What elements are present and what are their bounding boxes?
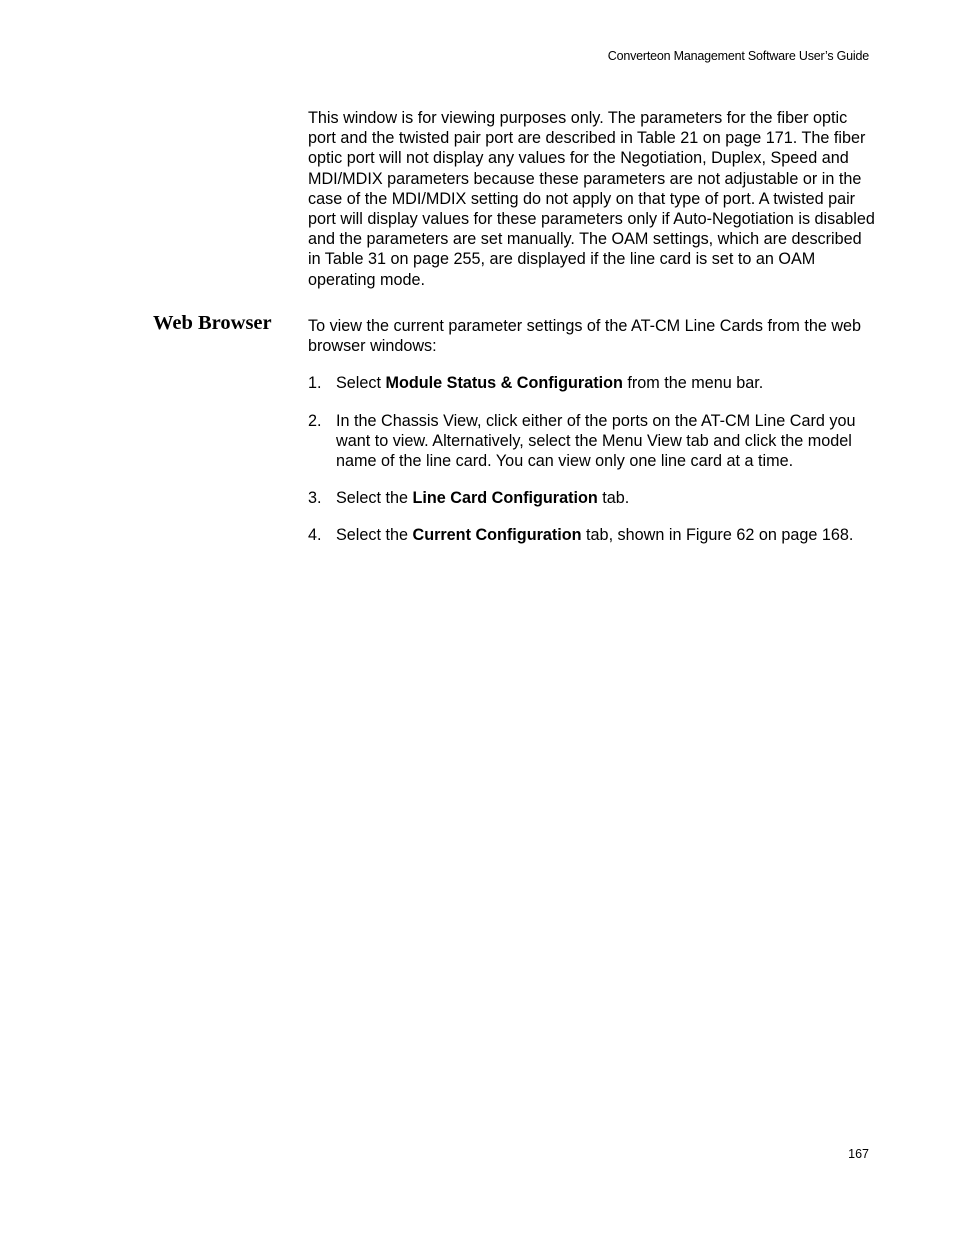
step-item xyxy=(308,411,878,472)
section-heading: Web Browser xyxy=(153,312,272,334)
step-text-bold: Module Status & Configuration xyxy=(385,374,623,393)
step-text-post: from the menu bar. xyxy=(622,374,764,393)
step-text xyxy=(336,411,878,472)
step-number: 4. xyxy=(308,526,322,545)
step-text-post: tab. xyxy=(597,489,630,508)
step-text-pre: Select the xyxy=(336,489,413,508)
step-text-post: tab, shown in Figure 62 on page 168. xyxy=(581,526,854,545)
step-text xyxy=(336,373,878,393)
step-item xyxy=(308,373,878,393)
section-body xyxy=(308,316,878,563)
step-text-pre: Select xyxy=(336,374,386,393)
step-number: 3. xyxy=(308,489,322,508)
step-item xyxy=(308,525,878,545)
step-text-bold: Current Configuration xyxy=(412,526,582,545)
step-number: 1. xyxy=(308,374,322,393)
step-text xyxy=(336,525,878,545)
step-text xyxy=(336,488,878,508)
step-text-bold: Line Card Configuration xyxy=(412,489,598,508)
step-item xyxy=(308,488,878,508)
step-number: 2. xyxy=(308,411,322,430)
step-text-pre: In the Chassis View, click either of the ports on the AT-CM Line Card you want to view. Alternatively, select the Menu View tab and click the model name of the line card. You can view only one line card at a time. xyxy=(336,411,856,471)
running-header: Converteon Management Software User’s Guide xyxy=(607,49,869,63)
intro-paragraph: This window is for viewing purposes only. The parameters for the fiber optic port and the twisted pair port are described in Table 21 on page 171. The fiber optic port will not display any values for the Negotiation, Duplex, Speed and MDI/MDIX parameters because these parameters are not adjustable or in the case of the MDI/MDIX setting do not apply on that type of port. A twisted pair port will display values for these parameters only if Auto-Negotiation is disabled and the parameters are set manually. The OAM settings, which are described in Table 31 on page 255, are displayed if the line card is set to an OAM operating mode. xyxy=(308,109,875,289)
step-text-pre: Select the xyxy=(336,526,413,545)
section-lead: To view the current parameter settings of the AT-CM Line Cards from the web browser windows: xyxy=(308,317,862,356)
steps-list xyxy=(308,373,878,545)
page-number: 167 xyxy=(848,1147,869,1161)
